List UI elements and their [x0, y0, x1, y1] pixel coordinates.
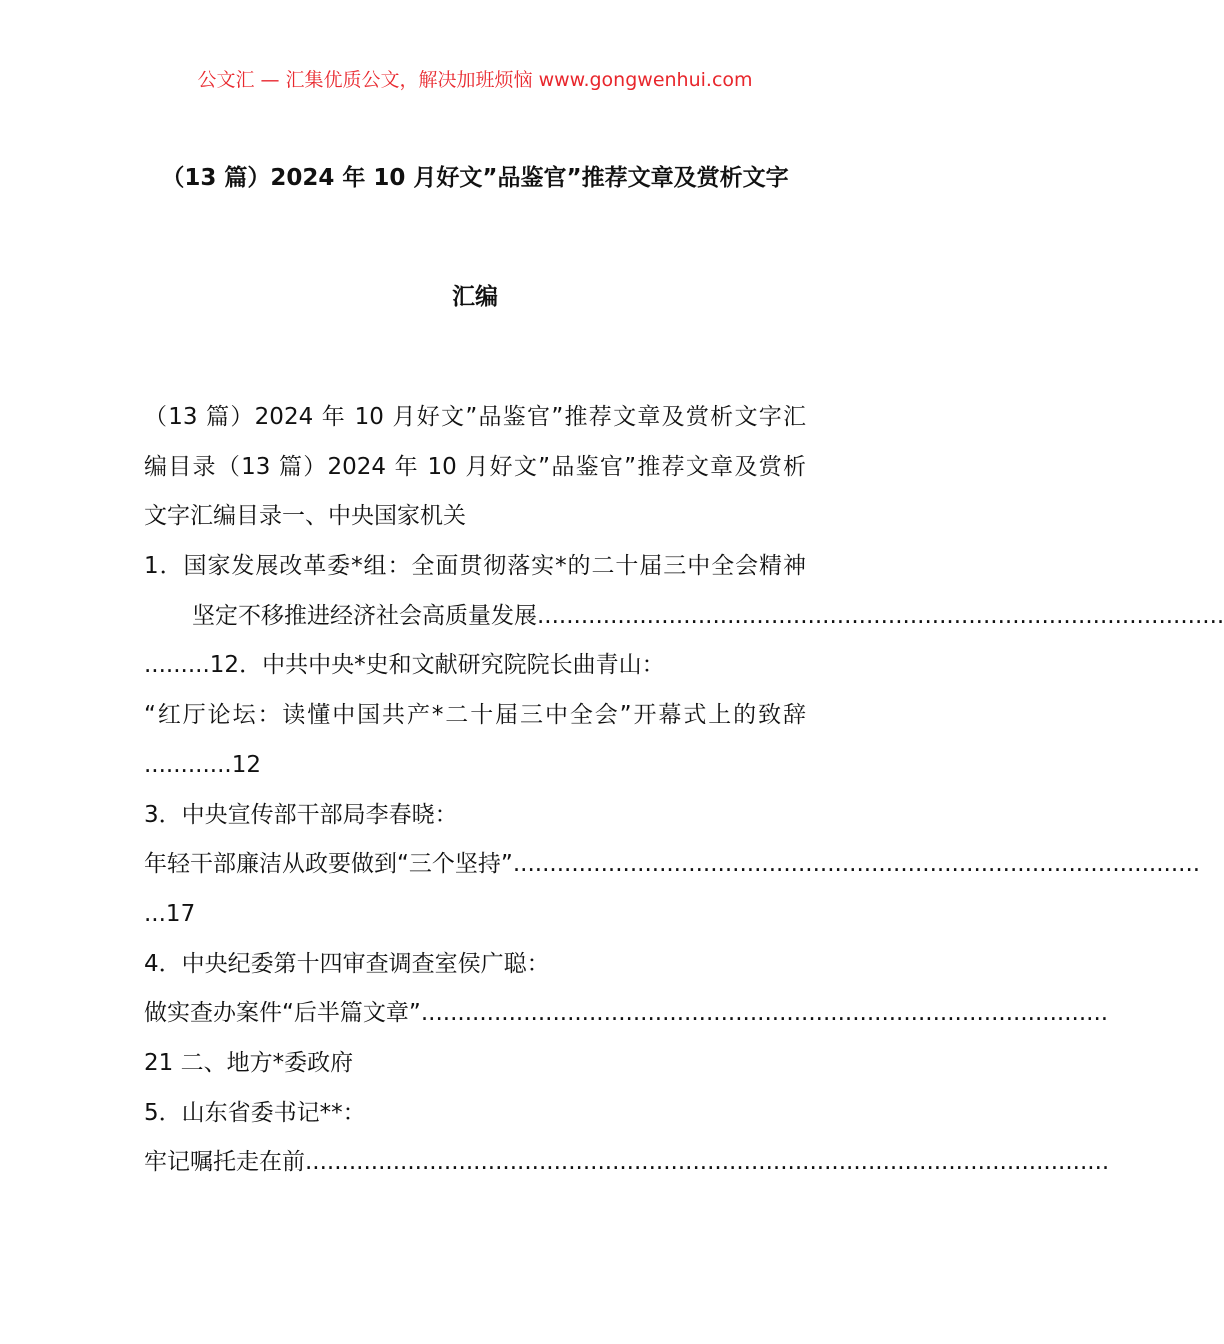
toc-entry-2-continued: “红厅论坛：读懂中国共产*二十届三中全会”开幕式上的致辞 [144, 702, 806, 729]
body-line: 编目录（13 篇）2024 年 10 月好文”品鉴官”推荐文章及赏析 [144, 453, 806, 480]
toc-entry-3: 3．中央宣传部干部局李春晓： [144, 801, 458, 828]
toc-page-number: ............12 [144, 751, 261, 778]
document-title-line-2: 汇编 [452, 284, 498, 310]
toc-leader-dots: .............................................................................................. [512, 851, 1201, 878]
toc-entry-4-continued [144, 993, 1109, 1043]
toc-page-number: ...17 [144, 900, 196, 927]
toc-leader-dots: .............................................................................................. [537, 602, 1224, 629]
body-line: 文字汇编目录一、中央国家机关 [144, 503, 466, 530]
toc-entry-5: 5．山东省委书记**： [144, 1099, 366, 1126]
site-header: 公文汇 — 汇集优质公文，解决加班烦恼 www.gongwenhui.com [197, 69, 753, 91]
toc-entry-text: 做实查办案件“后半篇文章” [144, 1000, 421, 1027]
toc-section-heading: 21 二、地方*委政府 [144, 1049, 354, 1076]
toc-entry-1-continued [144, 596, 1224, 646]
toc-entry-text: 牢记嘱托走在前 [144, 1149, 305, 1176]
toc-leader-dots: .............................................................................................................. [305, 1149, 1110, 1176]
document-body [144, 397, 1224, 1192]
toc-entry-2: .........12．中共中央*史和文献研究院院长曲青山： [144, 652, 665, 679]
body-line: （13 篇）2024 年 10 月好文”品鉴官”推荐文章及赏析文字汇 [144, 404, 806, 430]
toc-leader-dots: .............................................................................................. [420, 1000, 1109, 1027]
toc-entry-3-continued [144, 844, 1201, 894]
document-title-line-1: （13 篇）2024 年 10 月好文”品鉴官”推荐文章及赏析文字 [161, 165, 789, 191]
toc-entry-1: 1．国家发展改革委*组：全面贯彻落实*的二十届三中全会精神 [144, 553, 806, 580]
toc-entry-text: 坚定不移推进经济社会高质量发展 [192, 602, 537, 629]
toc-entry-5-continued [144, 1142, 1110, 1192]
toc-entry-text: 年轻干部廉洁从政要做到“三个坚持” [144, 851, 513, 878]
toc-entry-4: 4．中央纪委第十四审查调查室侯广聪： [144, 950, 550, 977]
